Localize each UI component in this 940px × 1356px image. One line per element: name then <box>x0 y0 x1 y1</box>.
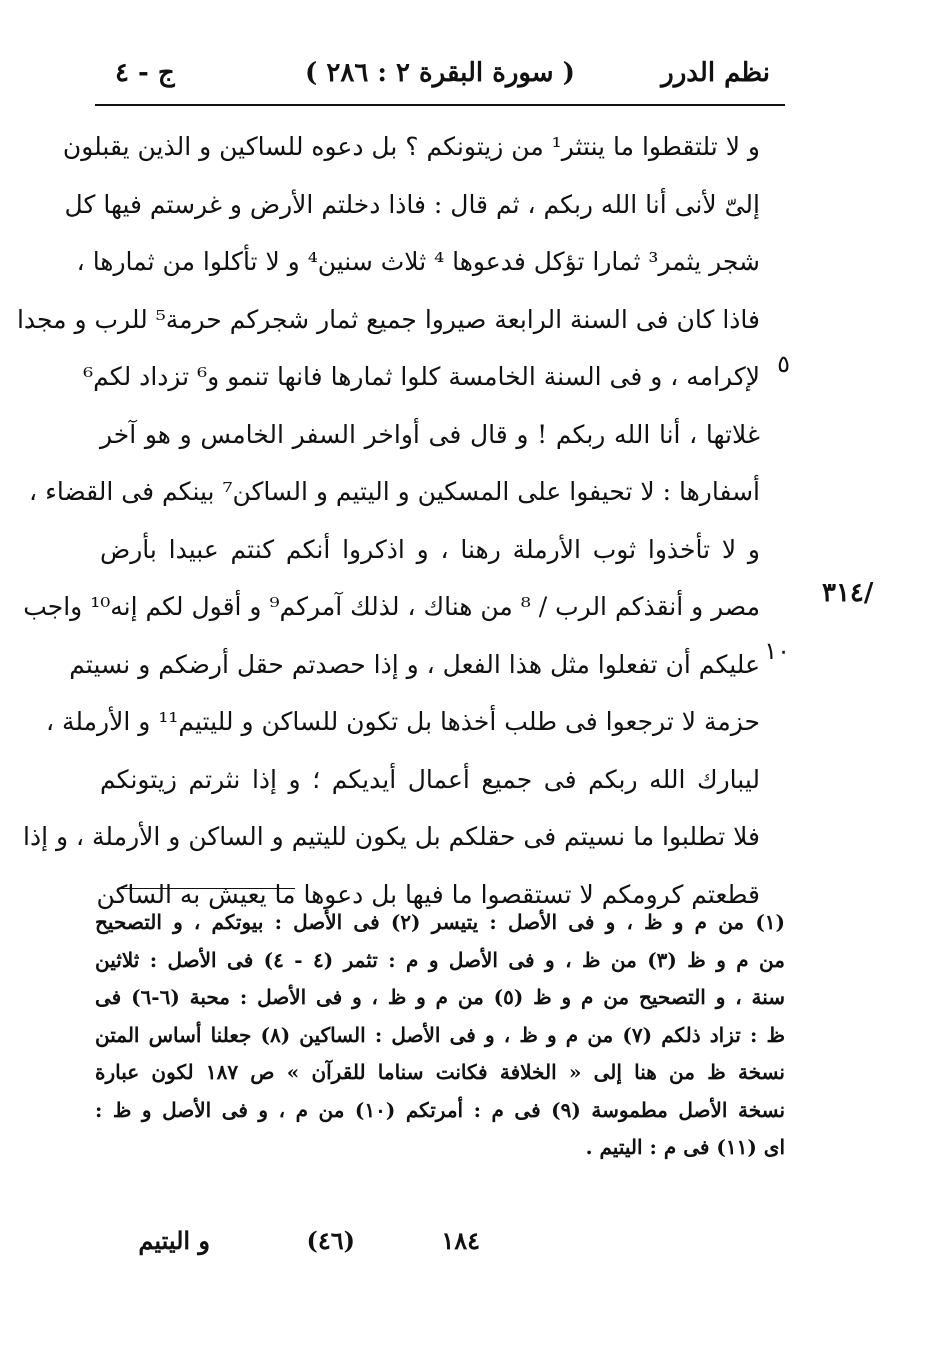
text-line: فلا تطلبوا ما نسيتم فى حقلكم بل يكون لليتيم و الساكن و الأرملة ، و إذا <box>23 822 760 851</box>
text-line: و لا تلتقطوا ما ينتثر¹ من زيتونكم ؟ بل دعوه للساكين و الذين يقبلون <box>62 132 760 161</box>
header-book-title: نظم الدرر <box>661 58 770 88</box>
footnotes <box>95 904 785 1167</box>
text-line: حزمة لا ترجعوا فى طلب أخذها بل تكون للساكن و لليتيم¹¹ و الأرملة ، <box>45 707 760 736</box>
main-text <box>16 118 760 923</box>
footnote-line: نسخة الأصل مطموسة (٩) فى م : أمرتكم (١٠) من م ، و فى الأصل و ظ : <box>95 1097 786 1122</box>
footnote-line: ظ : تزاد ذلكم (٧) من م و ظ ، و فى الأصل : الساكين (٨) جعلنا أساس المتن <box>95 1022 785 1047</box>
text-line: إلىّ لأنى أنا الله ربكم ، ثم قال : فاذا دخلتم الأرض و غرستم فيها كل <box>64 189 760 219</box>
footnote-line: من م و ظ (٣) من ظ ، و فى الأصل و م : تثمر (٤ - ٤) فى الأصل : ثلاثين <box>95 947 785 972</box>
footnote-line: سنة ، و التصحيح من م و ظ (٥) من م و ظ ، و فى الأصل : محبة (٦-٦) فى <box>95 985 785 1009</box>
footnote-line: اى (١١) فى م : اليتيم . <box>585 1135 785 1159</box>
text-line: مصر و أنقذكم الرب / ⁸ من هناك ، لذلك آمركم⁹ و أقول لكم إنه¹⁰ واجب <box>23 592 760 621</box>
header-volume: ج - ٤ <box>115 58 175 88</box>
text-line: غلاتها ، أنا الله ربكم ! و قال فى أواخر السفر الخامس و هو آخر <box>100 419 760 449</box>
footer-catchword: و اليتيم <box>138 1226 210 1255</box>
line-number-5: ٥ <box>777 350 790 378</box>
footnote-separator <box>120 888 295 889</box>
header-surah-ref: ( سورة البقرة ٢ : ٢٨٦ ) <box>305 58 575 88</box>
margin-page-number: /٣١٤ <box>822 578 874 608</box>
footer-page-number: ١٨٤ <box>441 1226 480 1255</box>
text-line: عليكم أن تفعلوا مثل هذا الفعل ، و إذا حصدتم حقل أرضكم و نسيتم <box>69 649 760 679</box>
text-line: قطعتم كرومكم لا تستقصوا ما فيها بل دعوها ما يعيش به الساكن <box>96 879 760 909</box>
text-line: شجر يثمر³ ثمارا تؤكل فدعوها ⁴ ثلاث سنين⁴ و لا تأكلوا من ثمارها ، <box>76 247 760 276</box>
page-footer <box>100 1226 800 1266</box>
header-rule <box>95 104 785 106</box>
text-line: و لا تأخذوا ثوب الأرملة رهنا ، و اذكروا أنكم كنتم عبيدا بأرض <box>100 534 760 564</box>
text-line: أسفارها : لا تحيفوا على المسكين و اليتيم و الساكن⁷ بينكم فى القضاء ، <box>29 477 760 506</box>
text-line: فاذا كان فى السنة الرابعة صيروا جميع ثمار شجركم حرمة⁵ للرب و مجدا <box>16 304 760 334</box>
text-line: ليبارك الله ربكم فى جميع أعمال أيديكم ؛ و إذا نثرتم زيتونكم <box>100 764 760 794</box>
text-line: لإكرامه ، و فى السنة الخامسة كلوا ثمارها فانها تنمو و⁶ تزداد لكم⁶ <box>83 362 760 391</box>
footnote-line: نسخة ظ من هنا إلى « الخلافة فكانت سناما للقرآن » ص ١٨٧ لكون عبارة <box>95 1060 785 1084</box>
footnote-line: (١) من م و ظ ، و فى الأصل : يتيسر (٢) فى الأصل : بيوتكم ، و التصحيح <box>95 910 785 934</box>
footer-sheet-number: (٤٦) <box>306 1226 355 1255</box>
line-number-10: ١٠ <box>764 637 790 665</box>
running-header <box>90 50 790 100</box>
